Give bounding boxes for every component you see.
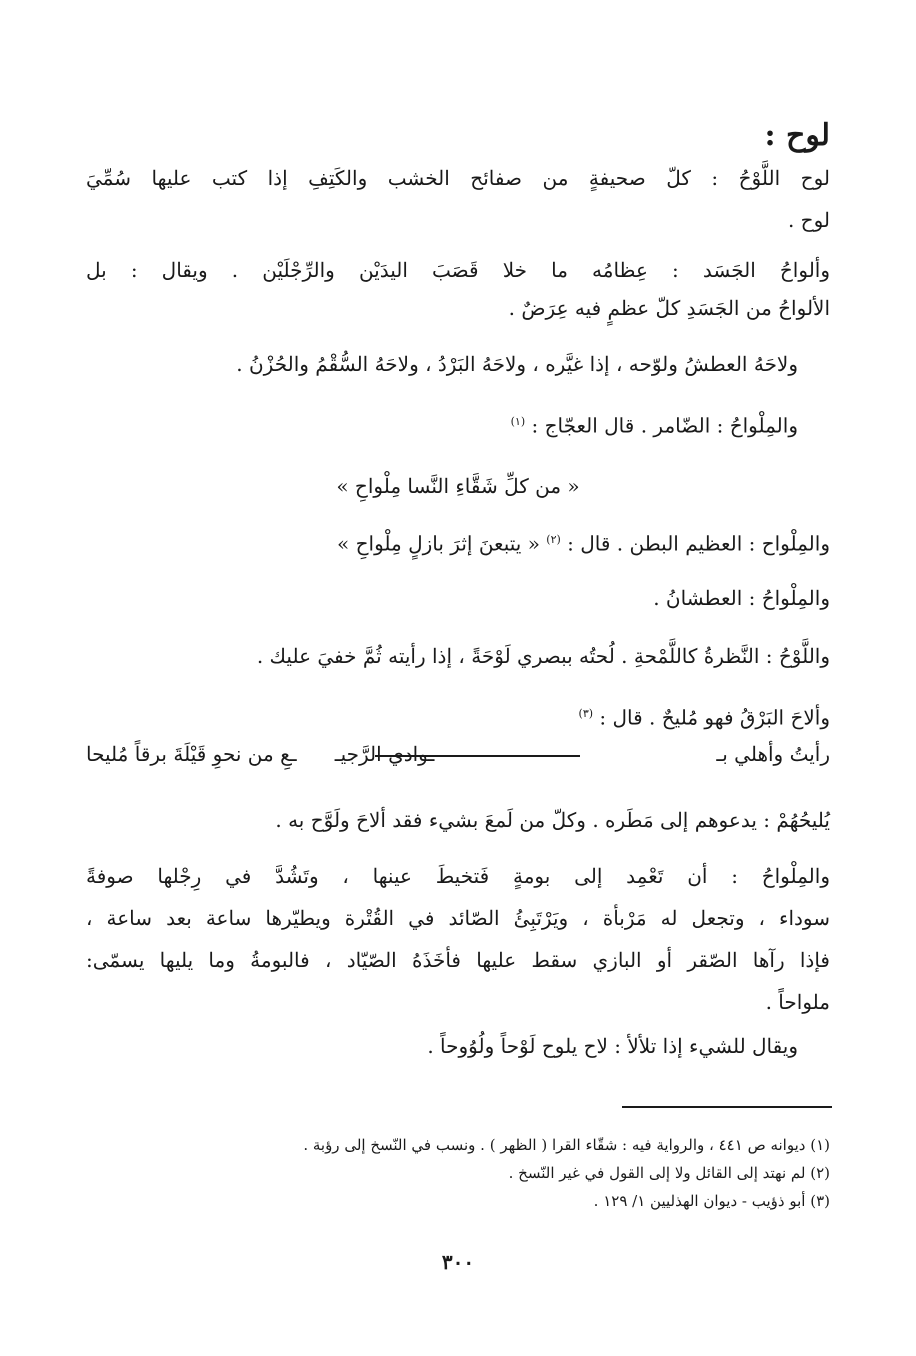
footnote-ref: (١) [510,415,526,428]
text-line [579,700,830,732]
footnote: (٣) أبو ذؤيب - ديوان الهذليين ١/ ١٢٩ . [593,1192,830,1210]
page-number: ٣٠٠ [441,1250,475,1274]
line-text: والمِلْواحُ : الضّامر . قال العجّاج : [531,413,798,438]
verse-first-end: ـوادي الرَّجيـ [334,742,435,766]
text-line: سوداء ، وتجعل له مَرْبأة ، ويَرْتَبِئُ الصّائد في القُتْرة ويطيّرها ساعة بعد ساعة ، [86,906,830,930]
line-text: والمِلْواح : العظيم البطن . قال : [567,531,830,556]
verse-first-hemistich [716,738,830,770]
verse-first-part: رأيتُ وأهلي بـ [716,742,830,766]
text-line: واللَّوْحُ : النَّظرةُ كاللَّمْحةِ . لُحتُه ببصري لَوْحَةً ، إذا رأيته ثُمَّ خفيَ عليك . [256,644,830,668]
poetry-verse [86,738,830,770]
poetry-quote: « من كلِّ شَقَّاءِ النَّسا مِلْواحِ » [336,474,580,498]
footnote-divider [622,1106,832,1108]
text-line: يُليحُهُمْ : يدعوهم إلى مَطَره . وكلّ من لَمعَ بشيء فقد ألاحَ ولَوَّح به . [275,808,830,832]
footnote: (١) ديوانه ص ٤٤١ ، والرواية فيه : شقّاء القرا ( الظهر ) . ونسب في النّسخ إلى رؤبة . [303,1136,830,1154]
text-line: ملواحاً . [765,990,830,1014]
text-line: الألواحُ من الجَسَدِ كلّ عظمٍ فيه عِرَضٌ . [508,296,830,320]
text-line: وألواحُ الجَسَد : عِظامُه ما خلا قَصَبَ اليدَيْن والرِّجْلَيْن . ويقال : بل [86,258,830,282]
verse-second-part: ـعِ من نحوِ قَيْلَةَ برقاً مُليحا [86,742,297,766]
footnote-ref: (٣) [578,707,594,720]
text-line: والمِلْواحُ : العطشانُ . [653,586,830,610]
verse-second-hemistich [86,738,434,770]
text-line [337,526,830,558]
text-line: لوح اللَّوْحُ : كلّ صحيفةٍ من صفائح الخشب والكَتِفِ إذا كتب عليها سُمِّيَ [86,166,830,190]
poetry-quote: « يتبعنَ إثرَ بازلٍ مِلْواحِ » [337,531,540,556]
text-line: ولاحَهُ العطشُ ولوّحه ، إذا غيَّره ، ولاحَهُ البَرْدُ ، ولاحَهُ السُّقْمُ والحُزْنُ . [236,352,798,376]
footnote-ref: (٢) [546,533,561,546]
text-line [511,408,798,440]
entry-heading: لوح : [764,118,830,153]
line-text: وألاحَ البَرْقُ فهو مُليحٌ . قال : [599,705,830,730]
text-line: ويقال للشيء إذا تلألأ : لاح يلوح لَوْحاً ولُوُوحاً . [427,1034,798,1058]
text-line: لوح . [787,208,830,232]
text-line: والمِلْواحُ : أن تَعْمِد إلى بومةٍ فَتخيطَ عينها ، وتَشُدَّ في رِجْلها صوفةً [86,864,830,888]
footnote: (٢) لم نهتد إلى القائل ولا إلى القول في غير النّسخ . [508,1164,830,1182]
text-line: فإذا رآها الصّقر أو البازي سقط عليها فأخَذَهُ الصّيّاد ، فالبومةُ وما يليها يسمّى: [86,948,830,972]
